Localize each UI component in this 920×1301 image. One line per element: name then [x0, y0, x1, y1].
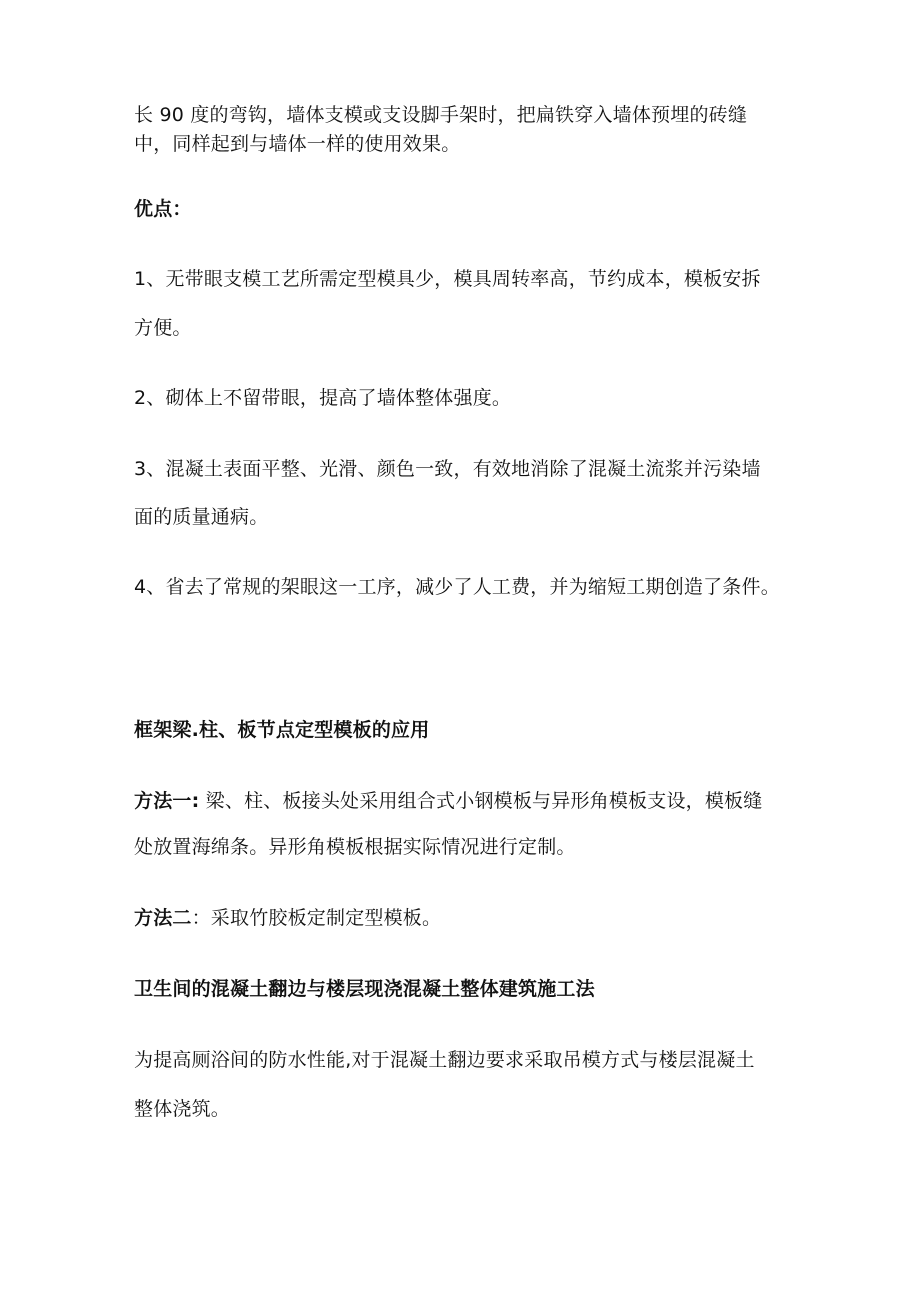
method-1-text: 梁、柱、板接头处采用组合式小钢模板与异形角模板支设，模板缝 — [199, 790, 763, 812]
advantage-item-3-line-1: 3、混凝土表面平整、光滑、颜色一致，有效地消除了混凝土流浆并污染墙 — [134, 458, 761, 480]
advantage-item-4: 4、省去了常规的架眼这一工序，减少了人工费，并为缩短工期创造了条件。 — [134, 576, 780, 598]
method-2-line — [134, 906, 441, 930]
method-2-text: ：采取竹胶板定制定型模板。 — [191, 907, 442, 929]
bathroom-paragraph-line-2: 整体浇筑。 — [134, 1098, 231, 1120]
advantage-item-3-line-2: 面的质量通病。 — [134, 506, 269, 528]
section-heading-bathroom: 卫生间的混凝土翻边与楼层现浇混凝土整体建筑施工法 — [134, 978, 595, 1000]
method-1-line-2: 处放置海绵条。异形角模板根据实际情况进行定制。 — [134, 836, 576, 858]
advantages-heading: 优点： — [134, 198, 192, 220]
bathroom-paragraph-line-1: 为提高厕浴间的防水性能,对于混凝土翻边要求采取吊模方式与楼层混凝土 — [134, 1049, 755, 1071]
method-1-label: 方法一: — [134, 790, 200, 812]
method-1-line-1 — [134, 789, 762, 813]
intro-line-2: 中，同样起到与墙体一样的使用效果。 — [134, 133, 461, 155]
advantage-item-1-line-2: 方便。 — [134, 317, 192, 339]
section-heading-frame-nodes: 框架梁.柱、板节点定型模板的应用 — [134, 719, 430, 741]
intro-line-1: 长 90 度的弯钩，墙体支模或支设脚手架时，把扁铁穿入墙体预埋的砖缝 — [134, 104, 748, 126]
advantage-item-1-line-1: 1、无带眼支模工艺所需定型模具少，模具周转率高，节约成本，模板安拆 — [134, 268, 761, 290]
advantage-item-2: 2、砌体上不留带眼，提高了墙体整体强度。 — [134, 387, 512, 409]
method-2-label: 方法二 — [134, 907, 192, 929]
